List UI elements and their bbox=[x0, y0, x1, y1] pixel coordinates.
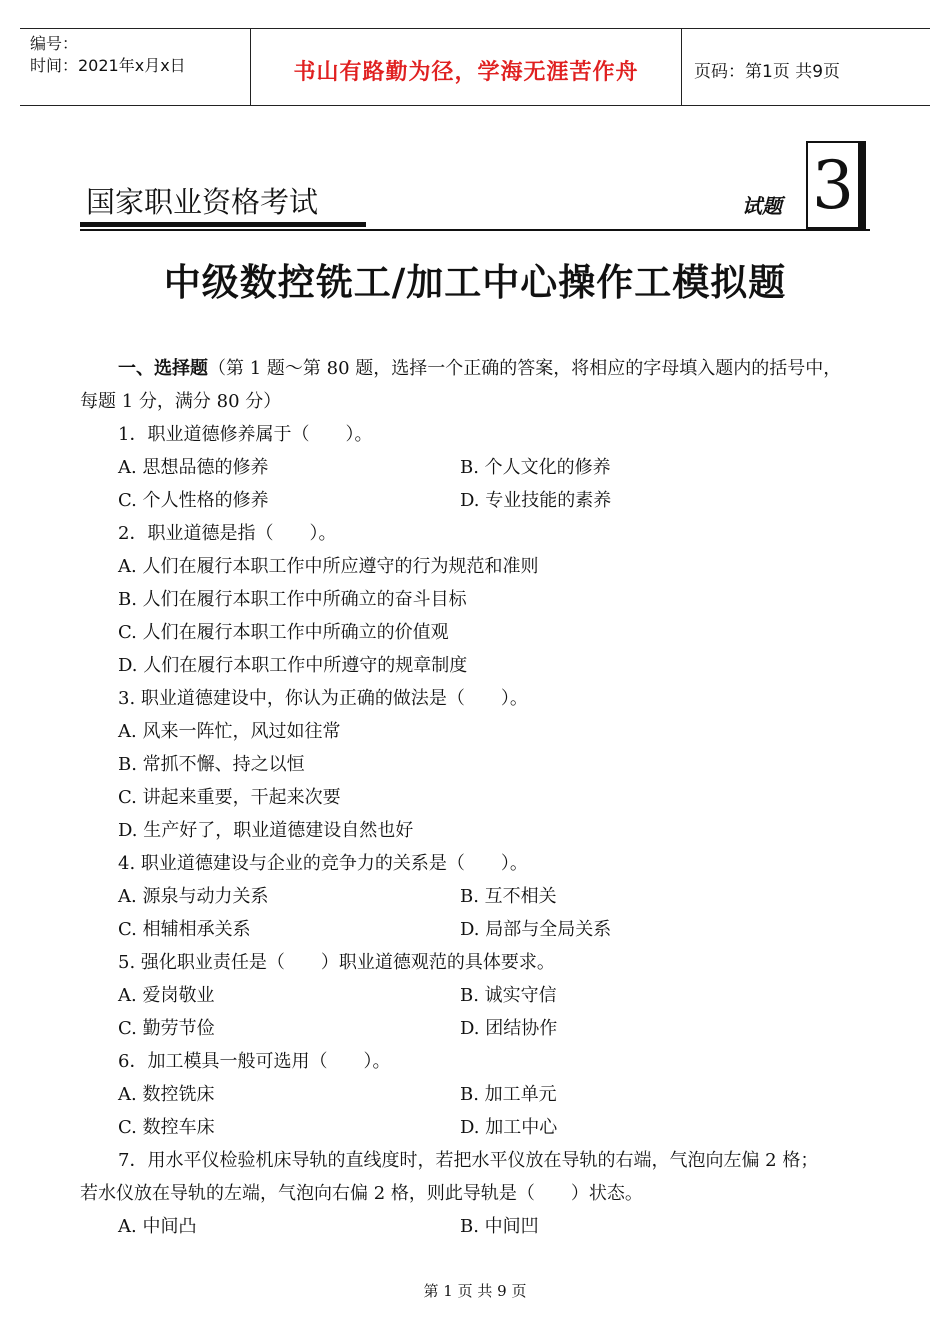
option-4c: C. 相辅相承关系 bbox=[118, 919, 251, 940]
option-5d: D. 团结协作 bbox=[460, 1018, 558, 1039]
option-3b: B. 常抓不懈、持之以恒 bbox=[118, 754, 305, 775]
section-instructions-line2: 每题 1 分，满分 80 分） bbox=[80, 391, 282, 412]
page-info: 页码：第1页 共9页 bbox=[694, 62, 841, 82]
option-7a: A. 中间凸 bbox=[118, 1216, 197, 1237]
question-6: 6．加工模具一般可选用（ ）。 bbox=[118, 1051, 391, 1072]
question-5: 5. 强化职业责任是（ ）职业道德观范的具体要求。 bbox=[118, 952, 555, 973]
option-4d: D. 局部与全局关系 bbox=[460, 919, 612, 940]
question-3: 3. 职业道德建设中，你认为正确的做法是（ ）。 bbox=[118, 688, 528, 709]
exam-tag: 试题 bbox=[742, 194, 782, 218]
serial-label: 编号： bbox=[30, 34, 79, 53]
page-header bbox=[20, 28, 930, 106]
option-1d: D. 专业技能的素养 bbox=[460, 490, 612, 511]
option-1a: A. 思想品德的修养 bbox=[118, 457, 269, 478]
option-5a: A. 爱岗敬业 bbox=[118, 985, 215, 1006]
page-title: 中级数控铣工/加工中心操作工模拟题 bbox=[163, 260, 787, 304]
question-4: 4. 职业道德建设与企业的竞争力的关系是（ ）。 bbox=[118, 853, 528, 874]
date-label: 时间：2021年x月x日 bbox=[30, 56, 186, 75]
option-5c: C. 勤劳节俭 bbox=[118, 1018, 215, 1039]
option-7b: B. 中间凹 bbox=[460, 1216, 539, 1237]
header-page-cell bbox=[682, 29, 930, 105]
section-instructions-line1: （第 1 题～第 80 题，选择一个正确的答案，将相应的字母填入题内的括号中， bbox=[208, 358, 842, 379]
question-2: 2．职业道德是指（ ）。 bbox=[118, 523, 337, 544]
option-5b: B. 诚实守信 bbox=[460, 985, 557, 1006]
exam-number: 3 bbox=[808, 143, 864, 227]
motto: 书山有路勤为径，学海无涯苦作舟 bbox=[293, 60, 639, 85]
option-2a: A. 人们在履行本职工作中所应遵守的行为规范和准则 bbox=[118, 556, 539, 577]
option-3d: D. 生产好了，职业道德建设自然也好 bbox=[118, 820, 414, 841]
header-motto-cell bbox=[251, 29, 682, 105]
exam-label: 国家职业资格考试 bbox=[86, 185, 319, 219]
option-6c: C. 数控车床 bbox=[118, 1117, 215, 1138]
option-3a: A. 风来一阵忙，风过如往常 bbox=[118, 721, 341, 742]
section-instructions bbox=[118, 354, 841, 384]
option-2b: B. 人们在履行本职工作中所确立的奋斗目标 bbox=[118, 589, 467, 610]
option-6b: B. 加工单元 bbox=[460, 1084, 557, 1105]
option-4b: B. 互不相关 bbox=[460, 886, 557, 907]
divider-thin bbox=[80, 229, 870, 231]
question-7-cont: 若水仪放在导轨的左端，气泡向右偏 2 格，则此导轨是（ ）状态。 bbox=[80, 1183, 643, 1204]
option-3c: C. 讲起来重要，干起来次要 bbox=[118, 787, 341, 808]
question-7: 7．用水平仪检验机床导轨的直线度时，若把水平仪放在导轨的右端，气泡向左偏 2 格； bbox=[118, 1150, 819, 1171]
option-4a: A. 源泉与动力关系 bbox=[118, 886, 269, 907]
option-6a: A. 数控铣床 bbox=[118, 1084, 215, 1105]
question-1: 1．职业道德修养属于（ ）。 bbox=[118, 424, 373, 445]
divider-thick bbox=[80, 222, 366, 227]
page-footer: 第 1 页 共 9 页 bbox=[423, 1282, 527, 1300]
option-2c: C. 人们在履行本职工作中所确立的价值观 bbox=[118, 622, 449, 643]
section-heading: 一、选择题 bbox=[118, 358, 208, 379]
exam-number-box bbox=[806, 141, 866, 229]
option-6d: D. 加工中心 bbox=[460, 1117, 558, 1138]
option-2d: D. 人们在履行本职工作中所遵守的规章制度 bbox=[118, 655, 468, 676]
option-1c: C. 个人性格的修养 bbox=[118, 490, 269, 511]
header-info-cell bbox=[20, 29, 251, 105]
option-1b: B. 个人文化的修养 bbox=[460, 457, 611, 478]
